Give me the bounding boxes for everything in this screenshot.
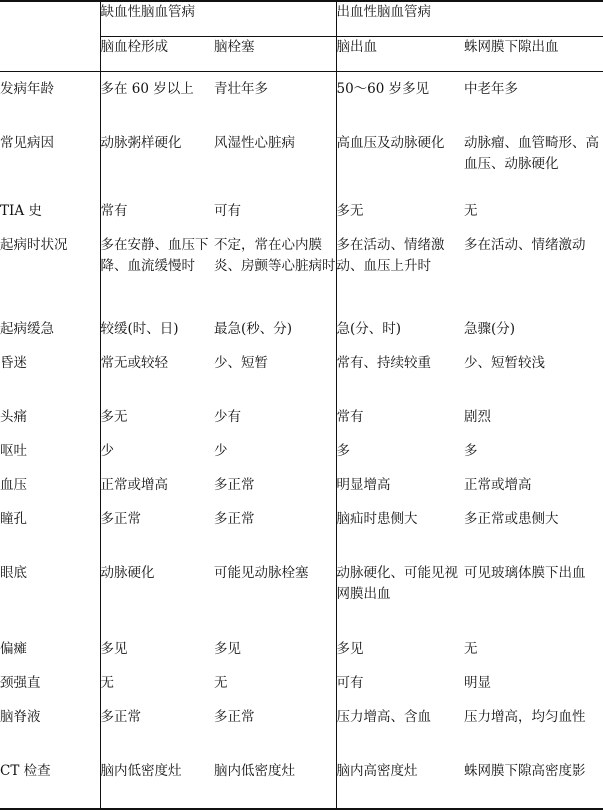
cell-embolism: 多见: [214, 640, 241, 657]
row-label: 眼底: [0, 564, 27, 581]
cell-sah: 中老年多: [464, 81, 518, 97]
header-corner-cell-lower: [0, 37, 100, 72]
cell-embolism: 少: [214, 442, 228, 459]
cell-thrombosis: 多无: [100, 408, 128, 425]
cell-sah: 剧烈: [464, 408, 491, 425]
header-col-embolism: 脑栓塞: [214, 37, 336, 72]
table-row: [0, 502, 603, 556]
table-row: [0, 312, 603, 346]
cell-thrombosis: 常有: [100, 202, 128, 219]
row-label: 头痛: [0, 408, 27, 425]
cell-thrombosis: 无: [100, 674, 114, 691]
cell-embolism: 风湿性心脏病: [214, 134, 295, 151]
header-corner-cell: [0, 1, 100, 37]
header-group-hemorrhagic: 出血性脑血管病: [336, 1, 603, 37]
cell-embolism: 无: [214, 674, 228, 691]
cell-embolism: 可有: [214, 202, 241, 219]
cell-thrombosis: 少: [100, 442, 114, 459]
cell-sah: 压力增高，均匀血性: [464, 708, 586, 725]
table-body: [0, 72, 603, 809]
cell-ich: 动脉硬化、可能见视网膜出血: [336, 564, 458, 602]
table-row: [0, 194, 603, 228]
table-row: [0, 754, 603, 809]
cell-sah: 正常或增高: [464, 476, 532, 493]
cell-embolism: 多正常: [214, 510, 255, 527]
cell-ich: 50～60 岁多见: [336, 81, 430, 97]
cell-thrombosis: 脑内低密度灶: [100, 762, 182, 779]
table-row: [0, 72, 603, 126]
cell-ich: 急(分、时): [336, 320, 402, 337]
row-label: 发病年龄: [0, 81, 54, 97]
cell-embolism: 青壮年多: [214, 81, 268, 97]
table-row: [0, 434, 603, 468]
cell-ich: 多在活动、情绪激动、血压上升时: [336, 236, 445, 274]
cell-ich: 压力增高、含血: [336, 708, 431, 725]
cell-sah: 蛛网膜下隙高密度影: [464, 762, 586, 779]
cell-ich: 明显增高: [336, 476, 391, 493]
cell-embolism: 不定，常在心内膜炎、房颤等心脏病时: [214, 236, 336, 274]
cell-sah: 无: [464, 202, 478, 219]
cell-thrombosis: 多正常: [100, 510, 141, 527]
cell-embolism: 多正常: [214, 708, 255, 725]
table-row: [0, 632, 603, 666]
cell-sah: 多: [464, 442, 478, 459]
table-row: [0, 556, 603, 632]
cell-embolism: 最急(秒、分): [214, 320, 293, 337]
row-label: 起病时状况: [0, 236, 68, 253]
cell-ich: 可有: [336, 674, 364, 691]
row-label: 偏瘫: [0, 640, 27, 657]
cell-sah: 可见玻璃体膜下出血: [464, 564, 586, 581]
row-label: TIA 史: [0, 202, 42, 219]
cell-ich: 多: [336, 442, 350, 459]
cell-ich: 常有、持续较重: [336, 354, 431, 371]
row-label: 呕吐: [0, 442, 27, 459]
header-row-groups: [0, 1, 603, 37]
cell-sah: 明显: [464, 674, 491, 691]
header-col-ich: 脑出血: [336, 37, 464, 72]
row-label: 起病缓急: [0, 320, 54, 337]
table-row: [0, 468, 603, 502]
header-group-ischemic: 缺血性脑血管病: [100, 1, 336, 37]
cell-ich: 多无: [336, 202, 364, 219]
row-label: 常见病因: [0, 134, 54, 151]
cell-embolism: 少、短暂: [214, 354, 268, 371]
cell-sah: 少、短暂较浅: [464, 354, 545, 371]
table-row: [0, 666, 603, 700]
row-label: 脑脊液: [0, 708, 41, 725]
table-row: [0, 228, 603, 312]
cell-thrombosis: 较缓(时、日): [100, 320, 179, 337]
cell-ich: 脑疝时患侧大: [336, 510, 418, 527]
cell-ich: 脑内高密度灶: [336, 762, 418, 779]
cell-embolism: 脑内低密度灶: [214, 762, 295, 779]
header-col-sah: 蛛网膜下隙出血: [464, 37, 603, 72]
table-row: [0, 346, 603, 400]
cell-thrombosis: 正常或增高: [100, 476, 168, 493]
cell-thrombosis: 多在 60 岁以上: [100, 81, 194, 97]
cell-thrombosis: 多在安静、血压下降、血流缓慢时: [100, 236, 209, 274]
row-label: 昏迷: [0, 354, 27, 371]
cell-thrombosis: 多见: [100, 640, 128, 657]
table-row: [0, 126, 603, 194]
cell-sah: 急骤(分): [464, 320, 516, 337]
cell-sah: 无: [464, 640, 478, 657]
cell-thrombosis: 动脉粥样硬化: [100, 134, 182, 151]
cell-embolism: 少有: [214, 408, 241, 425]
table-row: [0, 700, 603, 754]
cell-ich: 高血压及动脉硬化: [336, 134, 445, 151]
cell-ich: 多见: [336, 640, 364, 657]
row-label: 瞳孔: [0, 510, 27, 527]
cell-sah: 动脉瘤、血管畸形、高血压、动脉硬化: [464, 134, 599, 172]
cell-thrombosis: 多正常: [100, 708, 141, 725]
cell-sah: 多在活动、情绪激动: [464, 236, 586, 253]
cell-thrombosis: 动脉硬化: [100, 564, 155, 581]
cell-thrombosis: 常无或较轻: [100, 354, 168, 371]
cell-ich: 常有: [336, 408, 364, 425]
cell-sah: 多正常或患侧大: [464, 510, 559, 527]
row-label: 血压: [0, 476, 27, 493]
header-row-columns: [0, 37, 603, 72]
cell-embolism: 可能见动脉栓塞: [214, 564, 309, 581]
table-row: [0, 400, 603, 434]
row-label: 颈强直: [0, 674, 41, 691]
header-col-thrombosis: 脑血栓形成: [100, 37, 214, 72]
cell-embolism: 多正常: [214, 476, 255, 493]
row-label: CT 检查: [0, 762, 51, 779]
